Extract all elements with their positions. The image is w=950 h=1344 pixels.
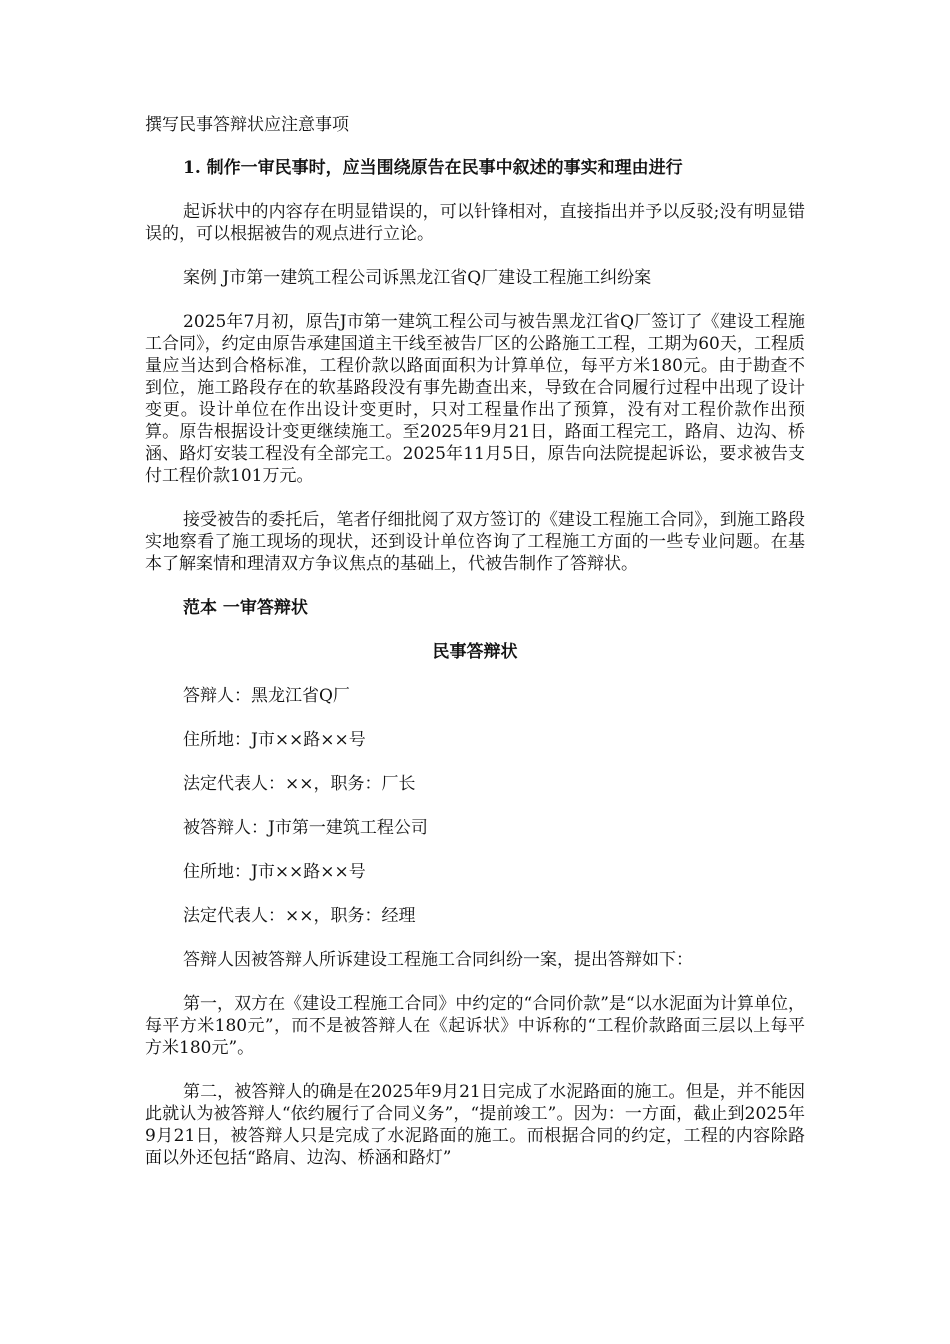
section-heading: 1. 制作一审民事时，应当围绕原告在民事中叙述的事实和理由进行	[183, 158, 683, 178]
case-facts-paragraph: 2025年7月初，原告J市第一建筑工程公司与被告黑龙江省Q厂签订了《建设工程施工合同》，约定由原告承建国道主干线至被告厂区的公路施工工程，工期为60天，工程质量应当达到合格标准，工程价款以路面面积为计算单位，每平方米180元。由于勘查不到位，施工路段存在的软基路段没有事先勘查出来，导致在合同履行过程中出现了设计变更。设计单位在作出设计变更时，只对工程量作出了预算，没有对工程价款作出预算。原告根据设计变更继续施工。至2025年9月21日，路面工程完工，路肩、边沟、桥涵、路灯安装工程没有全部完工。2025年11月5日，原告向法院提起诉讼，要求被告支付工程价款101万元。	[145, 312, 805, 486]
argument-paragraph: 第二，被答辩人的确是在2025年9月21日完成了水泥路面的施工。但是，并不能因此就认为被答辩人“依约履行了合同义务”，“提前竣工”。因为：一方面，截止到2025年9月21日，被答辩人只是完成了水泥路面的施工。而根据合同的约定，工程的内容除路面以外还包括“路肩、边沟、桥涵和路灯”	[145, 1082, 805, 1168]
sample-heading: 范本 一审答辩状	[183, 598, 308, 618]
preparation-paragraph: 接受被告的委托后，笔者仔细批阅了双方签订的《建设工程施工合同》，到施工路段实地察看了施工现场的现状，还到设计单位咨询了工程施工方面的一些专业问题。在基本了解案情和理清双方争议焦点的基础上，代被告制作了答辩状。	[145, 510, 805, 574]
party-line: 被答辩人：J市第一建筑工程公司	[183, 818, 428, 838]
answer-intro: 答辩人因被答辩人所诉建设工程施工合同纠纷一案，提出答辩如下：	[183, 950, 693, 970]
party-line: 答辩人：黑龙江省Q厂	[183, 686, 350, 706]
case-title: 案例 J市第一建筑工程公司诉黑龙江省Q厂建设工程施工纠纷案	[183, 268, 652, 288]
paragraph: 起诉状中的内容存在明显错误的，可以针锋相对，直接指出并予以反驳;没有明显错误的，可以根据被告的观点进行立论。	[145, 202, 805, 244]
document-title: 撰写民事答辩状应注意事项	[145, 115, 349, 135]
answer-title: 民事答辩状	[432, 642, 518, 662]
party-line: 法定代表人：××，职务：经理	[183, 906, 416, 926]
party-line: 法定代表人：××，职务：厂长	[183, 774, 416, 794]
party-line: 住所地：J市××路××号	[183, 862, 366, 882]
party-line: 住所地：J市××路××号	[183, 730, 366, 750]
document-body	[145, 114, 805, 1191]
argument-paragraph: 第一，双方在《建设工程施工合同》中约定的“合同价款”是“以水泥面为计算单位，每平方米180元”，而不是被答辩人在《起诉状》中诉称的“工程价款路面三层以上每平方米180元”。	[145, 994, 805, 1058]
